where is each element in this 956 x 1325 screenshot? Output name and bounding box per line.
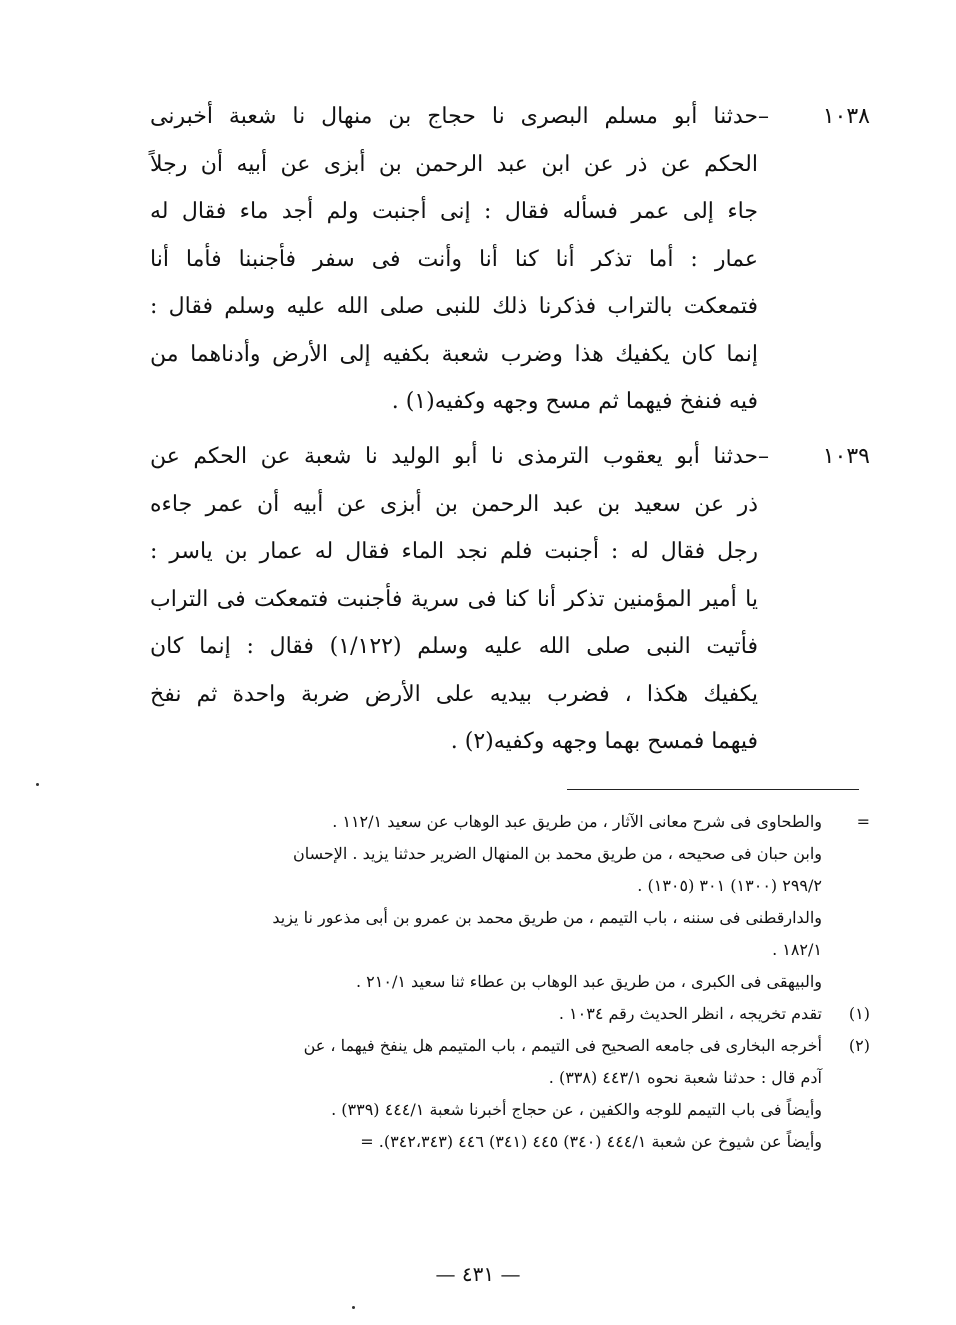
footnote-text: والطحاوى فى شرح معانى الآثار ، من طريق عبد الوهاب عن سعيد ١١٢/١ . [332, 812, 822, 831]
footnote-line: آدم قال : حدثنا شعبة نحوه ٤٤٣/١ (٣٣٨) . [548, 1068, 822, 1087]
hadith-line: رجل فقال له : أجنبت فلم نجد الماء فقال له عمار بن ياسر : [150, 539, 758, 564]
hadith-text: حدثنا أبو مسلم البصرى نا حجاج بن منهال نا شعبة أخبرنى [150, 104, 758, 129]
hadith-line [150, 433, 870, 481]
scan-speck [36, 783, 39, 786]
footnotes [160, 806, 870, 1158]
footnote-1 [160, 998, 870, 1030]
footnote-2 [160, 1030, 870, 1062]
hadith-line [150, 93, 870, 141]
hadith-line: فيهما فمسح بهما وجهه وكفيه(٢) . [450, 729, 758, 754]
hadith-line: الحكم عن ذر عن ابن عبد الرحمن بن أبزى عن أبيه أن رجلاً [150, 151, 758, 177]
hadith-line: يكفيك هكذا ، فضرب بيديه على الأرض ضربة واحدة ثم نفخ [150, 681, 758, 707]
hadith-1039 [150, 433, 870, 766]
hadith-line: عمار : أما تذكر أنا كنا أنا وأنت فى سفر فأجنبنا فأما أنا [150, 246, 758, 272]
continuation-mark: = [856, 812, 870, 831]
footnote-text: أخرجه البخارى فى جامعه الصحيح فى التيمم ، باب المتيمم هل ينفخ فيهما ، عن [303, 1036, 822, 1055]
hadith-line: إنما كان يكفيك هذا وضرب شعبة بكفيه إلى الأرض وأدناهما من [150, 341, 758, 367]
footnote-line: وأيضاً فى باب التيمم للوجه والكفين ، عن حجاج أخبرنا شعبة ٤٤٤/١ (٣٣٩) . [331, 1100, 822, 1119]
hadith-line: فأتيت النبى صلى الله عليه وسلم (١/١٢٢) فقال : إنما كان [150, 634, 759, 659]
footnote-marker: (١) [848, 1004, 870, 1023]
footnote-line: وأيضاً عن شيوخ عن شعبة ٤٤٤/١ (٣٤٠) ٤٤٥ (٣٤١) ٤٤٦ (٣٤٢،٣٤٣). = [360, 1132, 822, 1151]
hadith-line: ذر عن سعيد بن عبد الرحمن بن أبزى عن أبيه أن عمر جاءه [150, 491, 758, 517]
footnote-line: ٢٩٩/٢ (١٣٠٠) ٣٠١ (١٣٠٥) . [637, 876, 822, 895]
footnote-marker: (٢) [848, 1036, 870, 1055]
footnote-line: والدارقطنى فى سننه ، باب التيمم ، من طريق محمد بن عمرو بن أبى مذعور نا يزيد [272, 908, 822, 927]
hadith-line: جاء إلى عمر فسأله فقال : إنى أجنبت ولم أجد ماء فقال له [150, 199, 758, 224]
footnote-line: وابن حبان فى صحيحه ، من طريق محمد بن المنهال الضرير حدثنا يزيد . الإحسان [292, 844, 822, 863]
footnote-divider [567, 789, 859, 790]
hadith-number: ١٠٣٩ – [758, 444, 870, 469]
footnote-line: ١٨٢/١ . [772, 940, 822, 959]
footnote-text: تقدم تخريجه ، انظر الحديث رقم ١٠٣٤ . [558, 1004, 822, 1023]
hadith-number: ١٠٣٨ – [758, 104, 870, 129]
footnote-line: والبيهقى فى الكبرى ، من طريق عبد الوهاب بن عطاء ثنا سعيد ٢١٠/١ . [355, 972, 822, 991]
hadith-line: فيه فنفخ فيهما ثم مسح وجهه وكفيه(١) . [391, 389, 758, 414]
page-number: — ٤٣١ — [435, 1262, 521, 1286]
hadith-line: فتمعكت بالتراب فذكرنا ذلك للنبى صلى الله عليه وسلم فقال : [150, 294, 758, 319]
hadith-1038 [150, 93, 870, 426]
footnote-line [160, 806, 870, 838]
scan-speck [352, 1306, 355, 1309]
hadith-text: حدثنا أبو يعقوب الترمذى نا أبو الوليد نا شعبة عن الحكم عن [150, 444, 758, 469]
hadith-line: يا أمير المؤمنين تذكر أنا كنا فى سرية فأجنبت فتمعكت فى التراب [150, 586, 758, 612]
